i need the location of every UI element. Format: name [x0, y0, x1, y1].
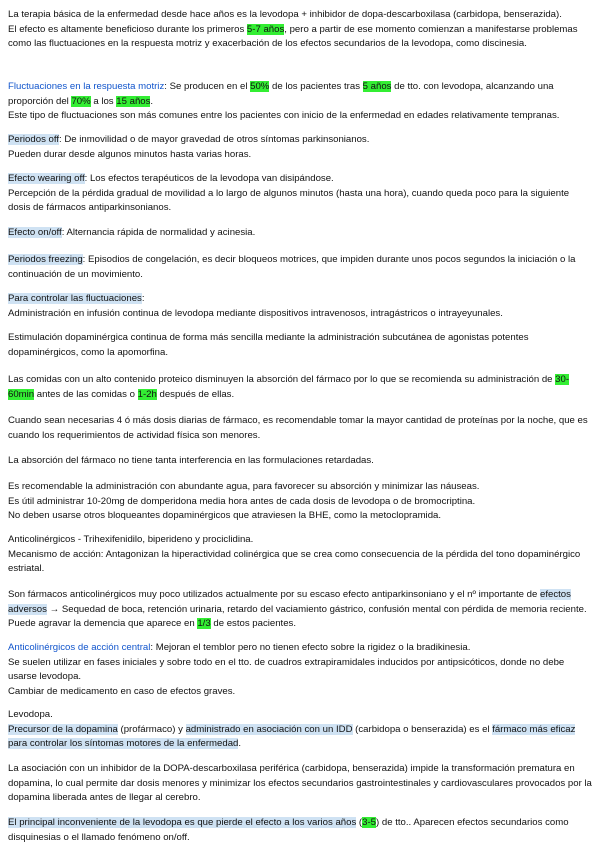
on-off-label: Efecto on/off — [8, 227, 62, 238]
highlight-30-60min: 30-60min — [8, 374, 570, 400]
control-paragraph: Para controlar las fluctuaciones: Administración en infusión continua de levodopa mediante dispositivos intravenosos, intragástricos o intrayeyunales. — [8, 293, 503, 319]
highlight-5-anos: 5 años — [362, 81, 392, 92]
absorcion-paragraph: La absorción del fármaco no tiene tanta interferencia en las formulaciones retardadas. — [8, 455, 374, 466]
farmacos-paragraph: Son fármacos anticolinérgicos muy poco utilizados actualmente por su escaso efecto antiparkinsoniano y el nº importante de efectos adversos → Sequedad de boca, retención urinaria, retardo del vaciamiento gástrico, confusión mental con pérdida de memoria reciente. Puede agravar la demencia que aparece en 1/3 de estos pacientes. — [8, 589, 587, 629]
anticolinergicos-paragraph: Anticolinérgicos - Trihexifenidilo, biperideno y prociclidina. Mecanismo de acción: Antagonizan la hiperactividad colinérgica que se crea como consecuencia de la pérdida del tono dopaminérgico estriatal. — [8, 534, 581, 574]
accion-central-paragraph: Anticolinérgicos de acción central: Mejoran el temblor pero no tienen efecto sobre la rigidez o la bradikinesia. Se suelen utilizar en fases iniciales y sobre todo en el tto. de cuadros extrapiramidales inducidos por antipsicóticos, donde no debe usarse levodopa. Cambiar de medicamento en caso de efectos graves. — [8, 642, 565, 697]
intro-paragraph: La terapia básica de la enfermedad desde hace años es la levodopa + inhibidor de dopa-descarboxilasa (carbidopa, benserazida). El efecto es altamente beneficioso durante los primeros 5-7 años, pero a partir de ese momento comienzan a manifestarse problemas como las fluctuaciones en la respuesta motriz y exacerbación de los efectos secundarios de la levodopa, como discinesia. — [8, 9, 578, 49]
highlight-50: 50% — [250, 81, 270, 92]
highlight-15-anos: 15 años — [116, 95, 151, 107]
levodopa-heading: Levodopa. — [8, 709, 53, 720]
fluctuaciones-title: Fluctuaciones en la respuesta motriz — [8, 81, 165, 92]
fluctuaciones-paragraph: Fluctuaciones en la respuesta motriz: Se producen en el 50% de los pacientes tras 5 años de tto. con levodopa, alcanzando una proporción del 70% a los 15 años. Este tipo de fluctuaciones son más comunes entre los pacientes con inicio de la enfermedad en edades relativamente tempranas. — [8, 81, 560, 121]
periodos-off-label: Periodos off — [8, 134, 60, 145]
levodopa-paragraph: Levodopa. Precursor de la dopamina (profármaco) y administrado en asociación con un IDD (carbidopa o benserazida) es el fármaco más eficaz para controlar los síntomas motores de la enfermedad. — [8, 709, 576, 749]
intro-line-1: La terapia básica de la enfermedad desde hace años es la levodopa + inhibidor de dopa-descarboxilasa (carbidopa, benserazida). — [8, 9, 562, 20]
on-off-paragraph: Efecto on/off: Alternancia rápida de normalidad y acinesia. — [8, 227, 256, 238]
highlight-3-5: 3-5 — [362, 817, 377, 828]
periodos-off-paragraph: Periodos off: De inmovilidad o de mayor gravedad de otros síntomas parkinsonianos. Pueden durar desde algunos minutos hasta varias horas. — [8, 134, 370, 160]
asociacion-paragraph: La asociación con un inhibidor de la DOPA-descarboxilasa periférica (carbidopa, benserazida) impide la transformación prematura en dopamina, lo cual permite dar dosis menores y minimizar los efectos secundarios gastrointestinales y cardiovasculares provocados por la dopamina liberada antes de llegar al cerebro. — [8, 763, 592, 803]
highlight-1-2h: 1-2h — [137, 388, 157, 400]
highlight-70: 70% — [71, 95, 91, 107]
comidas-paragraph: Las comidas con un alto contenido proteico disminuyen la absorción del fármaco por lo que se recomienda su administración de 30-60min antes de las comidas o 1-2h después de ellas. — [8, 374, 570, 400]
highlight-5-7-anos: 5-7 años — [246, 23, 285, 35]
estimulacion-paragraph: Estimulación dopaminérgica continua de forma más sencilla mediante la administración subcutánea de agonistas potentes dopaminérgicos, como la apomorfina. — [8, 332, 529, 358]
inconveniente-paragraph: El principal inconveniente de la levodopa es que pierde el efecto a los varios años (3-5) de tto.. Aparecen efectos secundarios como disquinesias o el llamado fenómeno on/off. — [8, 817, 569, 843]
control-label: Para controlar las fluctuaciones — [8, 293, 142, 304]
dosis-paragraph: Cuando sean necesarias 4 ó más dosis diarias de fármaco, es recomendable tomar la mayor cantidad de proteínas por la noche, que es cuando los requerimientos de actividad física son menores. — [8, 415, 588, 441]
wearing-off-label: Efecto wearing off — [8, 173, 85, 184]
freezing-paragraph: Periodos freezing: Episodios de congelación, es decir bloqueos motrices, que impiden durante unos pocos segundos la iniciación o la continuación de un movimiento. — [8, 254, 576, 280]
accion-central-title: Anticolinérgicos de acción central — [8, 642, 151, 653]
wearing-off-paragraph: Efecto wearing off: Los efectos terapéuticos de la levodopa van disipándose. Percepción de la pérdida gradual de movilidad a lo largo de algunos minutos (hasta una hora), cuando queda poco para la siguiente dosis de fármacos antiparkinsonianos. — [8, 173, 570, 213]
highlight-1-3: 1/3 — [197, 618, 211, 629]
efectos-adversos-label: efectos adversos — [8, 589, 571, 615]
agua-paragraph: Es recomendable la administración con abundante agua, para favorecer su absorción y minimizar las náuseas. Es útil administrar 10-20mg de domperidona media hora antes de cada dosis de levodopa o de bromocriptina. No deben usarse otros bloqueantes dopaminérgicos que atraviesen la BHE, como la metoclopramida. — [8, 481, 480, 521]
freezing-label: Periodos freezing — [8, 254, 83, 265]
